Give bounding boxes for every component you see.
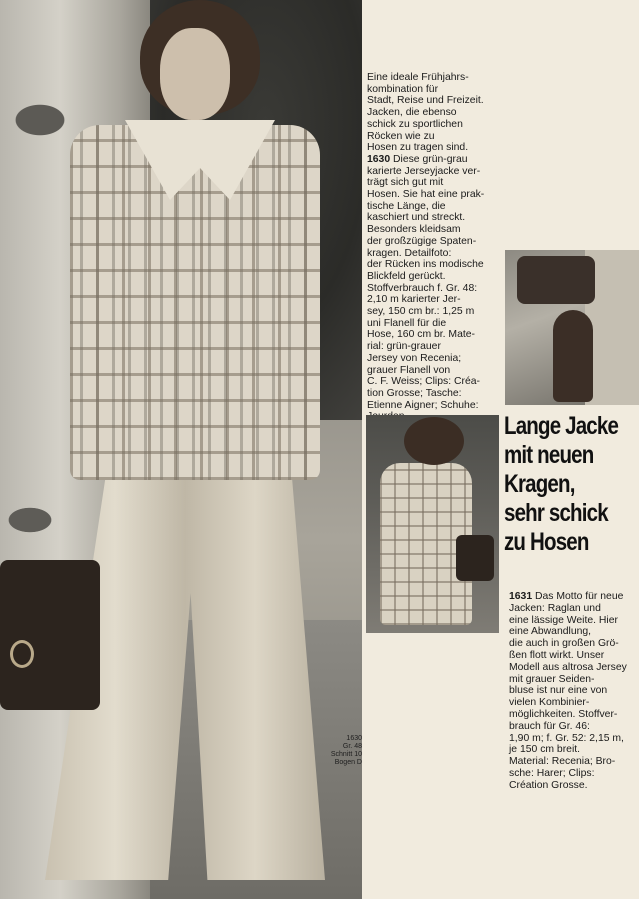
boot-detail — [553, 310, 593, 402]
article-line: ßen flott wirkt. Unser — [509, 649, 605, 661]
article-number: 1630 — [367, 153, 391, 165]
headline-line: Kragen, — [504, 470, 575, 498]
article-line: Besonders kleidsam — [367, 224, 461, 236]
detail-photo-bag-boots — [505, 250, 639, 405]
article-line: sche: Harer; Clips: — [509, 767, 595, 779]
intro-line: Hosen zu tragen sind. — [367, 142, 469, 154]
article-line: Das Motto für neue — [532, 591, 624, 602]
article-line: eine lässige Weite. Hier — [509, 614, 618, 626]
article-line: uni Flanell für die — [367, 317, 447, 329]
article-line: karierte Jerseyjacke ver- — [367, 165, 481, 177]
article-line: der Rücken ins modische — [367, 259, 484, 271]
headline — [504, 412, 639, 557]
intro-text — [367, 72, 504, 423]
headline-line: Lange Jacke — [504, 412, 619, 440]
article-line: Création Grosse. — [509, 779, 588, 791]
article-line: C. F. Weiss; Clips: Créa- — [367, 376, 480, 388]
plaid-jacket — [70, 125, 320, 480]
article-line: sey, 150 cm br.: 1,25 m — [367, 306, 475, 318]
intro-line: Eine ideale Frühjahrs- — [367, 72, 469, 83]
handbag — [0, 560, 100, 710]
article-line: Etienne Aigner; Schuhe: — [367, 399, 479, 411]
intro-line: Jacken, die ebenso — [367, 107, 457, 119]
article-line: tische Länge, die — [367, 200, 446, 212]
article-line: möglichkeiten. Stoffver- — [509, 708, 618, 720]
caption-size: Gr. 48 — [342, 743, 362, 750]
article-1630-first-line — [367, 154, 504, 166]
article-line: trägt sich gut mit — [367, 177, 444, 189]
article-line: Jacken: Raglan und — [509, 602, 601, 614]
article-line: kaschiert und streckt. — [367, 212, 466, 224]
caption-pattern: Schnitt 10 — [330, 751, 362, 758]
article-line: Blickfeld gerückt. — [367, 270, 446, 282]
model-face — [160, 28, 230, 120]
model-hair-back — [404, 417, 464, 465]
photo-caption — [318, 735, 362, 767]
article-number: 1631 — [509, 591, 533, 602]
article-line: Hose, 160 cm br. Mate- — [367, 329, 475, 341]
article-line: grauer Flanell von — [367, 364, 451, 376]
article-line: bluse ist nur eine von — [509, 685, 608, 697]
handbag-clasp — [10, 640, 34, 668]
article-1631-text — [509, 591, 639, 792]
handbag-detail — [517, 256, 595, 304]
article-line: vielen Kombinier- — [509, 697, 590, 709]
article-line: kragen. Detailfoto: — [367, 247, 452, 259]
article-line: der großzügige Spaten- — [367, 235, 477, 247]
intro-line: schick zu sportlichen — [367, 118, 463, 130]
article-line: je 150 cm breit. — [509, 744, 581, 756]
intro-line: Stadt, Reise und Freizeit. — [367, 95, 484, 107]
headline-line: sehr schick — [504, 499, 608, 527]
article-line: mit grauer Seiden- — [509, 673, 595, 685]
article-line: eine Abwandlung, — [509, 626, 592, 638]
article-line: tion Grosse; Tasche: — [367, 387, 462, 399]
article-line: Diese grün-grau — [390, 153, 468, 165]
article-line: Hosen. Sie hat eine prak- — [367, 189, 485, 201]
article-line: Stoffverbrauch f. Gr. 48: — [367, 282, 478, 294]
article-line: brauch für Gr. 46: — [509, 720, 590, 732]
article-line: die auch in großen Grö- — [509, 638, 619, 650]
article-line: Jersey von Recenia; — [367, 352, 462, 364]
article-line: Material: Recenia; Bro- — [509, 756, 616, 768]
article-line: rial: grün-grauer — [367, 341, 441, 353]
article-1631-first-line — [509, 591, 639, 603]
article-line: Modell aus altrosa Jersey — [509, 661, 627, 673]
intro-line: Röcken wie zu — [367, 130, 435, 142]
article-line: 1,90 m; f. Gr. 52: 2,15 m, — [509, 732, 624, 744]
headline-line: zu Hosen — [504, 528, 589, 556]
article-line: 2,10 m karierter Jer- — [367, 294, 461, 306]
caption-sheet: Bogen D — [334, 759, 362, 766]
back-view-photo — [366, 415, 499, 633]
handbag-back — [456, 535, 494, 581]
headline-line: mit neuen — [504, 441, 594, 469]
intro-line: kombination für — [367, 83, 439, 95]
caption-number: 1630 — [346, 735, 362, 742]
